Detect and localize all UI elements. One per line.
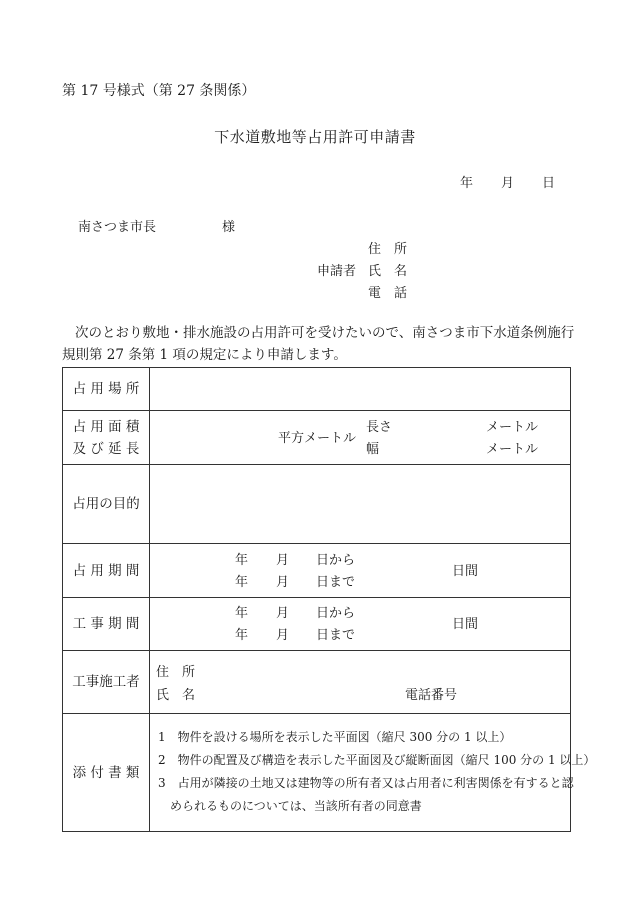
start-year: 年	[235, 606, 249, 621]
purpose-field[interactable]	[150, 465, 571, 544]
contractor-name-label: 氏 名	[156, 688, 196, 703]
area-label: 占 用 面 積 及 び 延 長	[63, 411, 150, 465]
construction-period-label: 工 事 期 間	[63, 598, 150, 651]
table-row-construction-period	[63, 598, 571, 651]
table-row-purpose	[63, 465, 571, 544]
area-field[interactable]	[150, 411, 571, 465]
width-unit: メートル	[486, 442, 539, 457]
attachment-item: 3 占用が隣接の土地又は建物等の所有者又は占用者に利害関係を有すると認	[158, 776, 574, 790]
location-label: 占 用 場 所	[63, 368, 150, 411]
contractor-phone-label: 電話番号	[405, 688, 458, 703]
date-day[interactable]: 日	[542, 176, 556, 191]
end-year: 年	[235, 575, 249, 590]
applicant-address-field[interactable]: 住 所	[368, 242, 408, 257]
duration-days: 日間	[452, 564, 479, 579]
length-label: 長さ	[366, 420, 393, 435]
occupancy-period-field[interactable]	[150, 544, 571, 598]
start-year: 年	[235, 553, 249, 568]
table-row-contractor	[63, 651, 571, 714]
table-row-attachments	[63, 714, 571, 832]
contractor-address-label: 住 所	[156, 665, 196, 680]
table-row-area	[63, 411, 571, 465]
applicant-name-field[interactable]: 氏 名	[368, 264, 408, 279]
start-from: 日から	[316, 606, 356, 621]
table-row-location	[63, 368, 571, 411]
end-month: 月	[276, 628, 290, 643]
form-number: 第 17 号様式（第 27 条関係）	[62, 83, 256, 99]
duration-days: 日間	[452, 617, 479, 632]
purpose-label: 占用の目的	[63, 465, 150, 544]
application-table	[62, 367, 596, 832]
end-until: 日まで	[316, 575, 356, 590]
sqm-unit: 平方メートル	[278, 431, 357, 446]
contractor-field[interactable]	[150, 651, 571, 714]
date-year[interactable]: 年	[460, 176, 474, 191]
honorific: 様	[222, 220, 236, 235]
end-year: 年	[235, 628, 249, 643]
attachment-item: 2 物件の配置及び構造を表示した平面図及び縦断面図（縮尺 100 分の 1 以上）	[158, 753, 596, 767]
date-month[interactable]: 月	[501, 176, 515, 191]
start-month: 月	[276, 606, 290, 621]
applicant-phone-field[interactable]: 電 話	[368, 286, 408, 301]
contractor-label: 工事施工者	[63, 651, 150, 714]
attachments-field	[150, 714, 596, 832]
attachment-item: 1 物件を設ける場所を表示した平面図（縮尺 300 分の 1 以上）	[158, 730, 512, 744]
construction-period-field[interactable]	[150, 598, 571, 651]
table-row-occupancy-period	[63, 544, 571, 598]
page-title: 下水道敷地等占用許可申請書	[214, 128, 416, 146]
intro-paragraph: 次のとおり敷地・排水施設の占用許可を受けたいので、南さつま市下水道条例施行規則第 27 条第 1 項の規定により申請します。	[62, 325, 575, 363]
location-field[interactable]	[150, 368, 571, 411]
addressee: 南さつま市長	[78, 220, 157, 235]
applicant-label: 申請者	[317, 264, 357, 279]
attachments-label: 添 付 書 類	[63, 714, 150, 832]
start-from: 日から	[316, 553, 356, 568]
end-until: 日まで	[316, 628, 356, 643]
width-label: 幅	[366, 442, 380, 457]
start-month: 月	[276, 553, 290, 568]
end-month: 月	[276, 575, 290, 590]
occupancy-period-label: 占 用 期 間	[63, 544, 150, 598]
length-unit: メートル	[486, 420, 539, 435]
attachment-item: められるものについては、当該所有者の同意書	[158, 799, 422, 813]
